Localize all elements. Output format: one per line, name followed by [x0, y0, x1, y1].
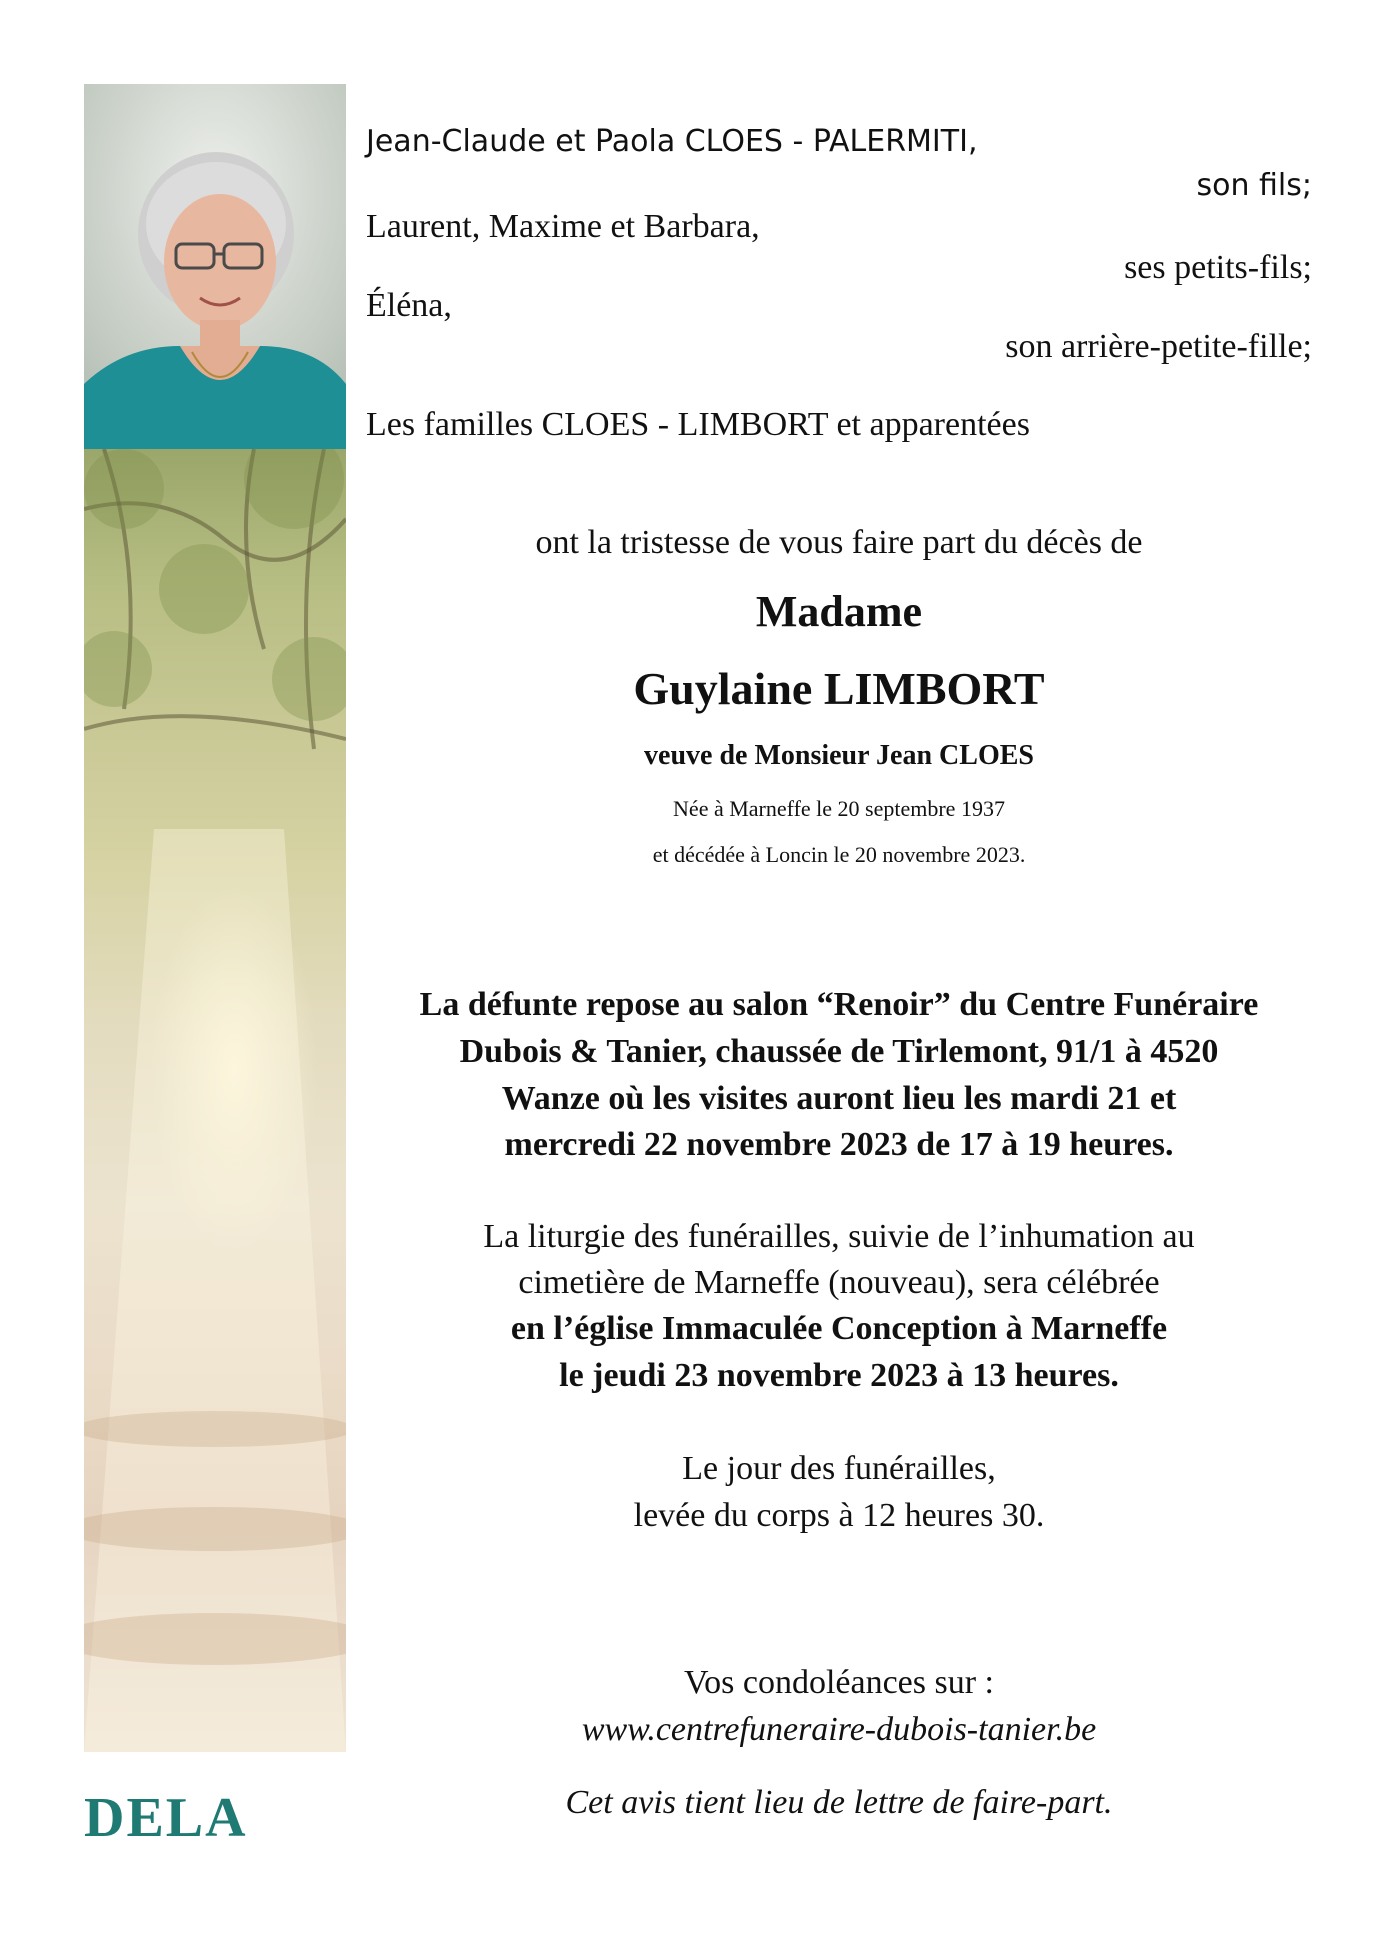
announcement-intro: ont la tristesse de vous faire part du décès de [535, 524, 1143, 561]
portrait-photo [84, 84, 346, 449]
family-line-1-name: Jean-Claude et Paola CLOES - PALERMITI, [366, 124, 978, 159]
birth-info: Née à Marneffe le 20 septembre 1937 [673, 796, 1005, 821]
family-line-2-relation: ses petits-fils; [1124, 249, 1312, 286]
funeral-line-2: cimetière de Marneffe (nouveau), sera célébrée [518, 1264, 1160, 1301]
funeral-line-1: La liturgie des funérailles, suivie de l’inhumation au [483, 1218, 1195, 1255]
family-line-2-name: Laurent, Maxime et Barbara, [366, 208, 760, 245]
dela-logo-text: DELA [84, 1790, 248, 1840]
procession-line-1: Le jour des funérailles, [682, 1450, 996, 1487]
procession-line-2: levée du corps à 12 heures 30. [633, 1497, 1045, 1534]
visitation-line-4: mercredi 22 novembre 2023 de 17 à 19 heures. [504, 1126, 1174, 1163]
visitation-line-2: Dubois & Tanier, chaussée de Tirlemont, 91/1 à 4520 [459, 1033, 1219, 1070]
funeral-line-3: en l’église Immaculée Conception à Marneffe [510, 1310, 1168, 1347]
family-line-3-relation: son arrière-petite-fille; [1005, 328, 1312, 365]
forest-path-image [84, 449, 346, 1752]
death-info: et décédée à Loncin le 20 novembre 2023. [652, 842, 1026, 867]
side-image-band [84, 84, 346, 1752]
dela-logo [84, 1790, 324, 1840]
honorific: Madame [755, 587, 923, 636]
family-line-3-name: Éléna, [366, 287, 452, 324]
condolences-label: Vos condoléances sur : [683, 1664, 995, 1701]
family-line-1-relation: son fils; [1196, 168, 1312, 203]
condolences-url[interactable]: www.centrefuneraire-dubois-tanier.be [581, 1711, 1097, 1748]
deceased-name: Guylaine LIMBORT [633, 663, 1045, 714]
notice-text: Cet avis tient lieu de lettre de faire-part. [565, 1784, 1113, 1821]
widow-of: veuve de Monsieur Jean CLOES [644, 740, 1034, 771]
visitation-line-3: Wanze où les visites auront lieu les mardi 21 et [501, 1080, 1177, 1117]
family-line-4: Les familles CLOES - LIMBORT et apparentées [366, 406, 1030, 443]
funeral-line-4: le jeudi 23 novembre 2023 à 13 heures. [559, 1357, 1119, 1394]
visitation-line-1: La défunte repose au salon “Renoir” du Centre Funéraire [419, 986, 1259, 1023]
